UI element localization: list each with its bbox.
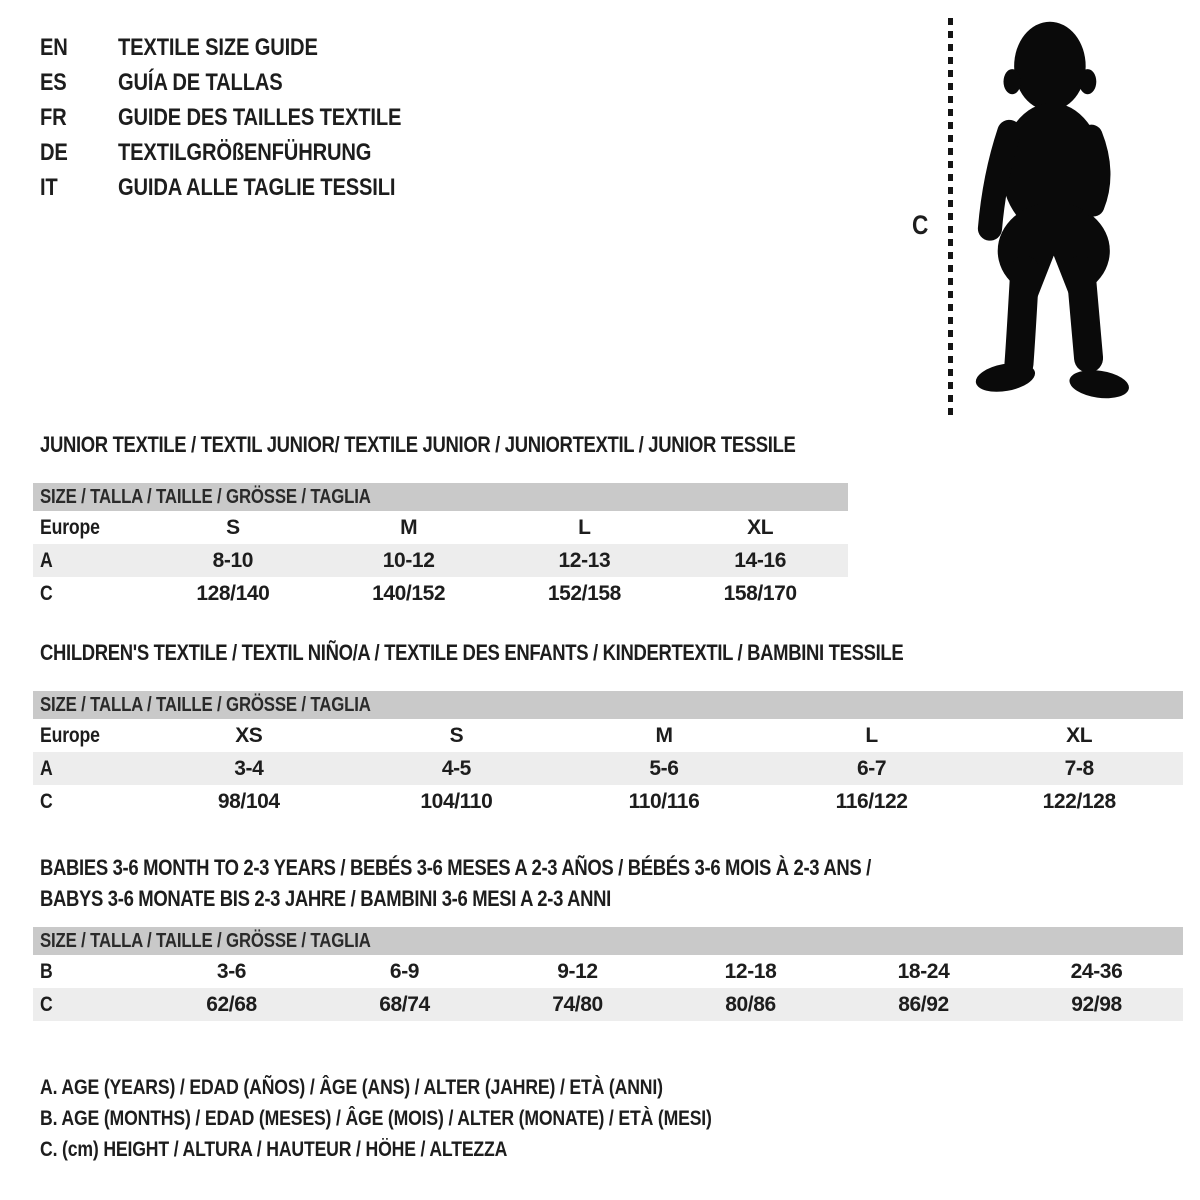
- size-cell: 14-16: [734, 548, 786, 572]
- size-table-row-europe: [33, 719, 1183, 752]
- size-table: [33, 955, 1183, 1021]
- size-cell: 8-10: [212, 548, 254, 572]
- section-heading-line1: BABIES 3-6 MONTH TO 2-3 YEARS / BEBÉS 3-6 MESES A 2-3 AÑOS / BÉBÉS 3-6 MOIS À 2-3 ANS /: [40, 855, 871, 880]
- section-heading: CHILDREN'S TEXTILE / TEXTIL NIÑO/A / TEXTILE DES ENFANTS / KINDERTEXTIL / BAMBINI TESSILE: [40, 640, 904, 665]
- row-label: C: [40, 581, 53, 605]
- size-table-header: SIZE / TALLA / TAILLE / GRÖSSE / TAGLIA: [40, 930, 371, 952]
- size-cell: 158/170: [723, 581, 797, 605]
- row-label: Europe: [40, 723, 100, 747]
- size-cell: 86/92: [898, 992, 949, 1016]
- size-cell: 7-8: [1064, 756, 1094, 780]
- row-label: C: [40, 992, 53, 1016]
- size-table-header: SIZE / TALLA / TAILLE / GRÖSSE / TAGLIA: [40, 694, 371, 716]
- language-title-list: [40, 30, 455, 205]
- size-cell: S: [226, 515, 240, 539]
- height-measure-line: [948, 18, 953, 416]
- language-row-en: [40, 30, 455, 65]
- size-cell: 10-12: [382, 548, 435, 572]
- size-table-row-europe: [33, 511, 848, 544]
- size-cell: XS: [235, 723, 263, 747]
- size-cell: 104/110: [420, 789, 493, 813]
- guide-title-de: TEXTILGRÖßENFÜHRUNG: [118, 138, 372, 166]
- row-label: C: [40, 789, 53, 813]
- row-label: A: [40, 548, 53, 572]
- row-label: Europe: [40, 515, 100, 539]
- language-row-es: [40, 65, 455, 100]
- size-cell: XL: [1066, 723, 1093, 747]
- section-babies-textile: [33, 852, 1183, 1021]
- size-cell: 92/98: [1071, 992, 1122, 1016]
- language-code: DE: [40, 138, 68, 166]
- size-cell: 3-4: [234, 756, 264, 780]
- size-cell: 6-7: [857, 756, 887, 780]
- measure-c-label: C: [912, 210, 929, 240]
- guide-title-en: TEXTILE SIZE GUIDE: [118, 33, 318, 61]
- size-cell: 152/158: [547, 581, 621, 605]
- size-cell: M: [655, 723, 673, 747]
- size-table: [33, 719, 1183, 818]
- section-heading: JUNIOR TEXTILE / TEXTIL JUNIOR/ TEXTILE JUNIOR / JUNIORTEXTIL / JUNIOR TESSILE: [40, 432, 796, 457]
- language-code: FR: [40, 103, 67, 131]
- size-table-row-c: [33, 785, 1183, 818]
- language-code: EN: [40, 33, 68, 61]
- guide-title-it: GUIDA ALLE TAGLIE TESSILI: [118, 173, 396, 201]
- toddler-silhouette-icon: [963, 14, 1131, 420]
- size-cell: 3-6: [216, 959, 247, 983]
- size-cell: 140/152: [372, 581, 446, 605]
- size-cell: 74/80: [552, 992, 603, 1016]
- guide-title-fr: GUIDE DES TAILLES TEXTILE: [118, 103, 402, 131]
- section-junior-textile: [33, 434, 848, 610]
- size-cell: 9-12: [557, 959, 598, 983]
- size-table-row-c: [33, 577, 848, 610]
- size-cell: 110/116: [628, 789, 700, 813]
- size-cell: 12-13: [558, 548, 611, 572]
- size-cell: 5-6: [649, 756, 679, 780]
- size-cell: 68/74: [379, 992, 430, 1016]
- legend-line-c: C. (cm) HEIGHT / ALTURA / HAUTEUR / HÖHE / ALTEZZA: [40, 1138, 508, 1161]
- size-cell: L: [865, 723, 878, 747]
- size-cell: 80/86: [725, 992, 776, 1016]
- size-cell: 12-18: [724, 959, 777, 983]
- size-cell: 122/128: [1042, 789, 1116, 813]
- size-cell: 128/140: [196, 581, 270, 605]
- section-children-textile: [33, 642, 1183, 818]
- size-cell: 4-5: [441, 756, 471, 780]
- row-label: A: [40, 756, 53, 780]
- size-cell: M: [400, 515, 418, 539]
- legend-line-b: B. AGE (MONTHS) / EDAD (MESES) / ÂGE (MOIS) / ALTER (MONATE) / ETÀ (MESI): [40, 1107, 712, 1130]
- size-cell: L: [578, 515, 591, 539]
- section-heading-line2: BABYS 3-6 MONATE BIS 2-3 JAHRE / BAMBINI 3-6 MESI A 2-3 ANNI: [40, 886, 611, 911]
- row-label: B: [40, 959, 53, 983]
- size-table: [33, 511, 848, 610]
- size-cell: S: [449, 723, 464, 747]
- size-table-row-a: [33, 752, 1183, 785]
- language-code: IT: [40, 173, 58, 201]
- guide-title-es: GUÍA DE TALLAS: [118, 68, 283, 96]
- size-cell: 98/104: [217, 789, 280, 813]
- language-row-fr: [40, 100, 455, 135]
- language-row-it: [40, 170, 455, 205]
- legend-line-a: A. AGE (YEARS) / EDAD (AÑOS) / ÂGE (ANS) / ALTER (JAHRE) / ETÀ (ANNI): [40, 1076, 663, 1099]
- size-cell: 116/122: [835, 789, 908, 813]
- size-cell: 62/68: [206, 992, 257, 1016]
- size-table-row-b: [33, 955, 1183, 988]
- size-cell: XL: [747, 515, 774, 539]
- size-table-row-a: [33, 544, 848, 577]
- measurement-legend: [40, 1072, 840, 1165]
- size-cell: 18-24: [897, 959, 950, 983]
- language-row-de: [40, 135, 455, 170]
- size-cell: 24-36: [1070, 959, 1123, 983]
- size-table-header: SIZE / TALLA / TAILLE / GRÖSSE / TAGLIA: [40, 486, 371, 508]
- size-cell: 6-9: [389, 959, 420, 983]
- size-table-row-c: [33, 988, 1183, 1021]
- language-code: ES: [40, 68, 67, 96]
